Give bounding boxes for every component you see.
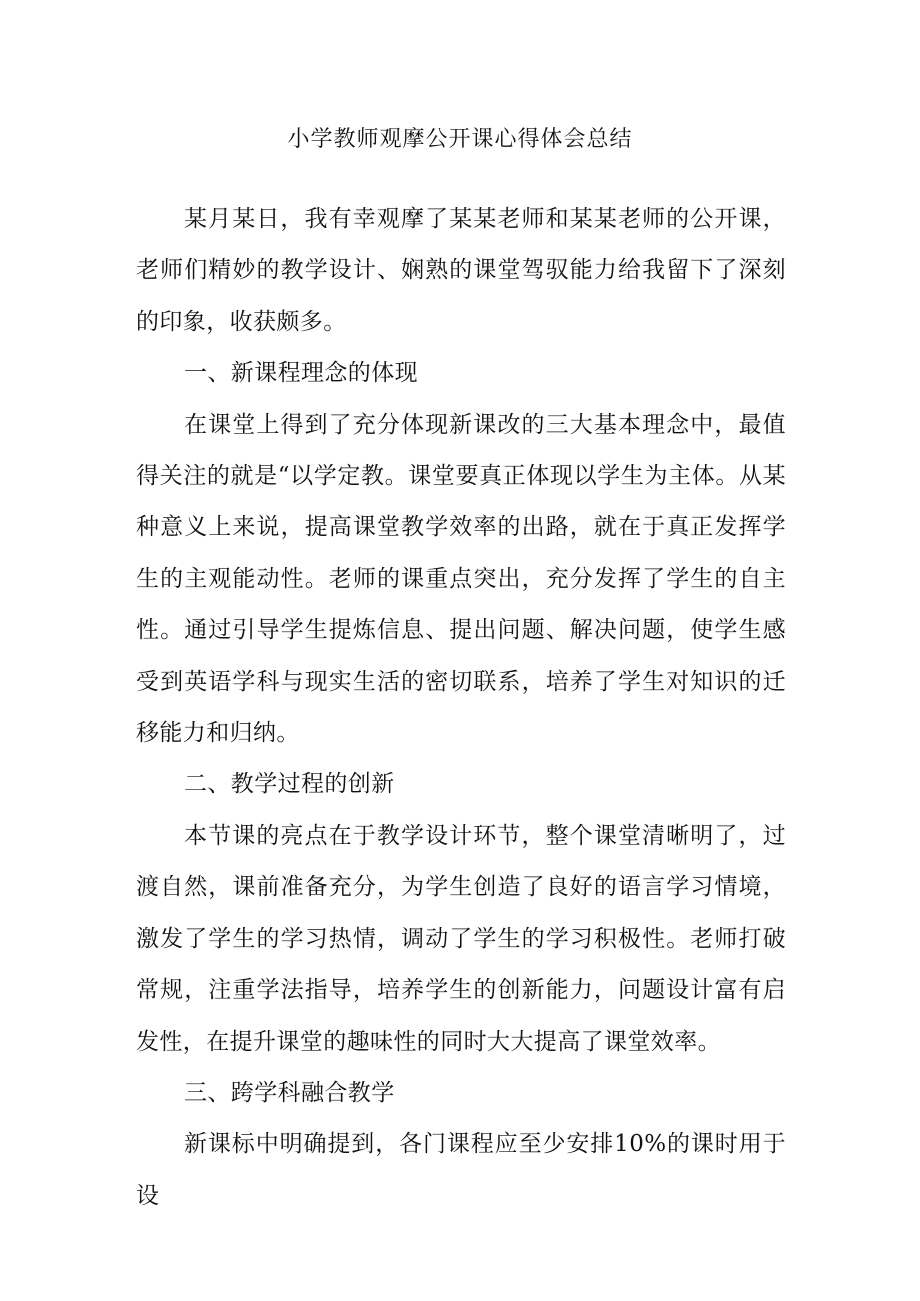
- section-heading-2: 二、教学过程的创新: [184, 771, 395, 798]
- section-heading-3: 三、跨学科融合教学: [184, 1079, 395, 1106]
- intro-paragraph: 某月某日，我有幸观摩了某某老师和某某老师的公开课，老师们精妙的教学设计、娴熟的课堂驾驭能力给我留下了深刻的印象，收获颇多。: [136, 206, 786, 335]
- section-heading-1: 一、新课程理念的体现: [184, 360, 418, 387]
- section-body-1: 在课堂上得到了充分体现新课改的三大基本理念中，最值得关注的就是“以学定教。课堂要真正体现以学生为主体。从某种意义上来说，提高课堂教学效率的出路，就在于真正发挥学生的主观能动性。老师的课重点突出，充分发挥了学生的自主性。通过引导学生提炼信息、提出问题、解决问题，使学生感受到英语学科与现实生活的密切联系，培养了学生对知识的迁移能力和归纳。: [136, 411, 786, 747]
- document-title: 小学教师观摩公开课心得体会总结: [287, 127, 633, 152]
- section-body-2: 本节课的亮点在于教学设计环节，整个课堂清晰明了，过渡自然，课前准备充分，为学生创造了良好的语言学习情境，激发了学生的学习热情，调动了学生的学习积极性。老师打破常规，注重学法指导，培养学生的创新能力，问题设计富有启发性，在提升课堂的趣味性的同时大大提高了课堂效率。: [136, 822, 786, 1055]
- document-body: [136, 194, 786, 1222]
- section-body-3: 新课标中明确提到，各门课程应至少安排10%的课时用于设: [136, 1131, 786, 1209]
